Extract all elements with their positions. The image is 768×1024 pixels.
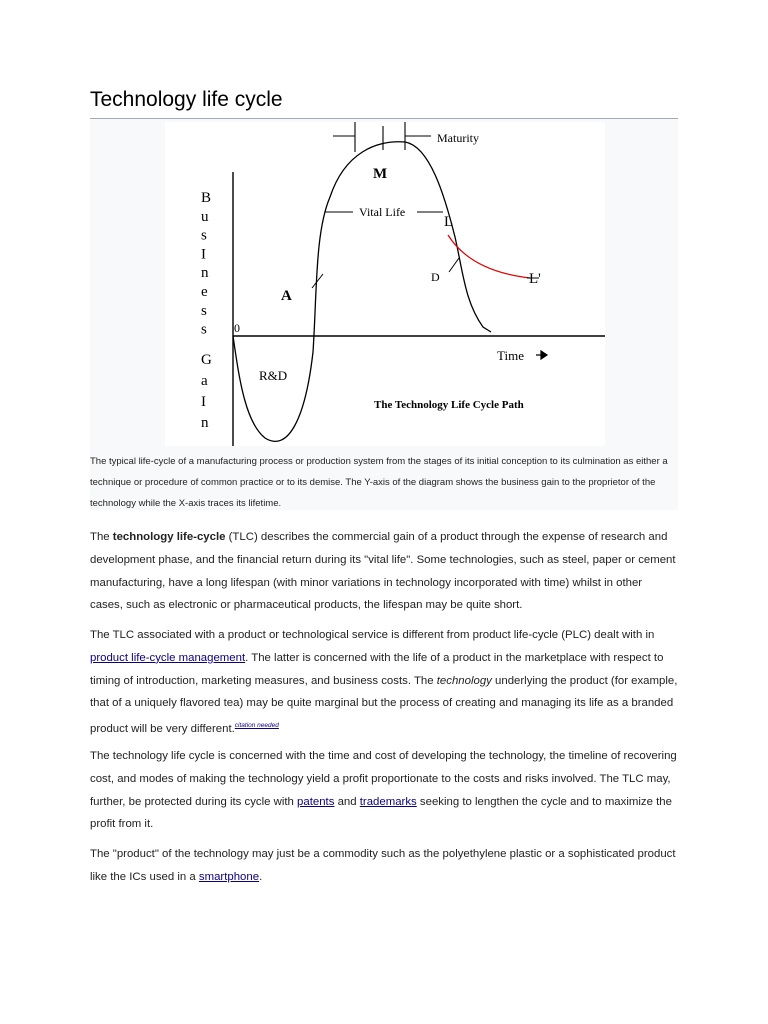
d-tick — [449, 258, 459, 272]
link-patents[interactable]: patents — [297, 795, 335, 808]
italic-technology: technology — [436, 674, 492, 687]
l-prime-label: L' — [529, 271, 541, 287]
paragraph-4: The "product" of the technology may just be a commodity such as the polyethylene plastic or a sophisticated product like the ICs used in a smartphone. — [90, 848, 676, 883]
diagram-title: The Technology Life Cycle Path — [374, 399, 524, 411]
tlc-diagram — [165, 122, 605, 446]
l-label: L — [444, 214, 454, 230]
vital-life-label: Vital Life — [359, 205, 406, 219]
y-label-letter: e — [201, 284, 208, 300]
time-label: Time — [497, 348, 524, 363]
link-smartphone[interactable]: smartphone — [198, 870, 260, 883]
rnd-label: R&D — [259, 368, 288, 383]
origin-label: 0 — [234, 321, 240, 335]
y-label-letter: a — [201, 373, 208, 389]
link-product-life-cycle-management[interactable]: product life-cycle management — [90, 651, 246, 664]
a-tick — [312, 274, 323, 288]
page-title: Technology life cycle — [90, 88, 283, 111]
m-label: M — [373, 166, 388, 182]
paragraph-3: The technology life cycle is concerned with the time and cost of developing the technology, the timeline of recovering cost, and modes of making the technology yield a profit proportionate to the costs and risks involved. The TLC may, further, be protected during its cycle with patents and trademarks seeking to lengthen the cycle and to maximize the profit from it. — [90, 750, 677, 831]
term-bold: technology life-cycle — [112, 531, 226, 543]
d-label: D — [431, 270, 440, 284]
paragraph-1: The technology life-cycle (TLC) describes the commercial gain of a product through the expense of research and development phase, and the financial return during its "vital life". Some technologies, such as steel, paper or cement manufacturing, have a long lifespan (with minor variations in technology incorporated with time) whilst in other cases, such as electronic or pharmaceutical products, the lifespan may be quite short. — [90, 531, 676, 612]
y-label-letter: s — [201, 302, 207, 319]
maturity-label: Maturity — [437, 131, 479, 145]
life-cycle-curve — [233, 142, 491, 442]
link-trademarks[interactable]: trademarks — [359, 795, 417, 808]
y-axis-label — [201, 190, 212, 431]
y-label-letter: n — [201, 265, 209, 282]
citation-needed-link[interactable]: citation needed — [234, 722, 279, 730]
a-label: A — [281, 288, 292, 304]
extended-life-curve — [448, 235, 530, 278]
y-label-letter: s — [201, 227, 207, 244]
y-label-letter: I — [201, 246, 206, 263]
y-label-letter: n — [201, 415, 209, 431]
arrow-right-icon — [536, 351, 547, 359]
y-label-letter: G — [201, 352, 212, 368]
paragraph-2: The TLC associated with a product or technological service is different from product life-cycle (PLC) dealt with in product life-cycle management. The latter is concerned with the life of a product in the marketplace with respect to timing of introduction, marketing measures, and business costs. The technology underlying the product (for example, that of a uniquely flavored tea) may be quite marginal but the process of creating and managing its life as a branded product will be very different.$^{citation needed}$ — [90, 629, 678, 736]
y-label-letter: B — [201, 190, 212, 206]
figure-caption: The typical life-cycle of a manufacturing process or production system from the stages of its initial conception to its culmination as either a technique or procedure of common practice or to its demise. The Y-axis of the diagram shows the business gain to the proprietor of the technology while the X-axis traces its lifetime. — [90, 456, 668, 509]
y-label-letter: s — [201, 321, 207, 338]
y-label-letter: u — [201, 208, 209, 225]
tlc-diagram-svg — [165, 122, 605, 446]
y-label-letter: I — [201, 394, 206, 410]
